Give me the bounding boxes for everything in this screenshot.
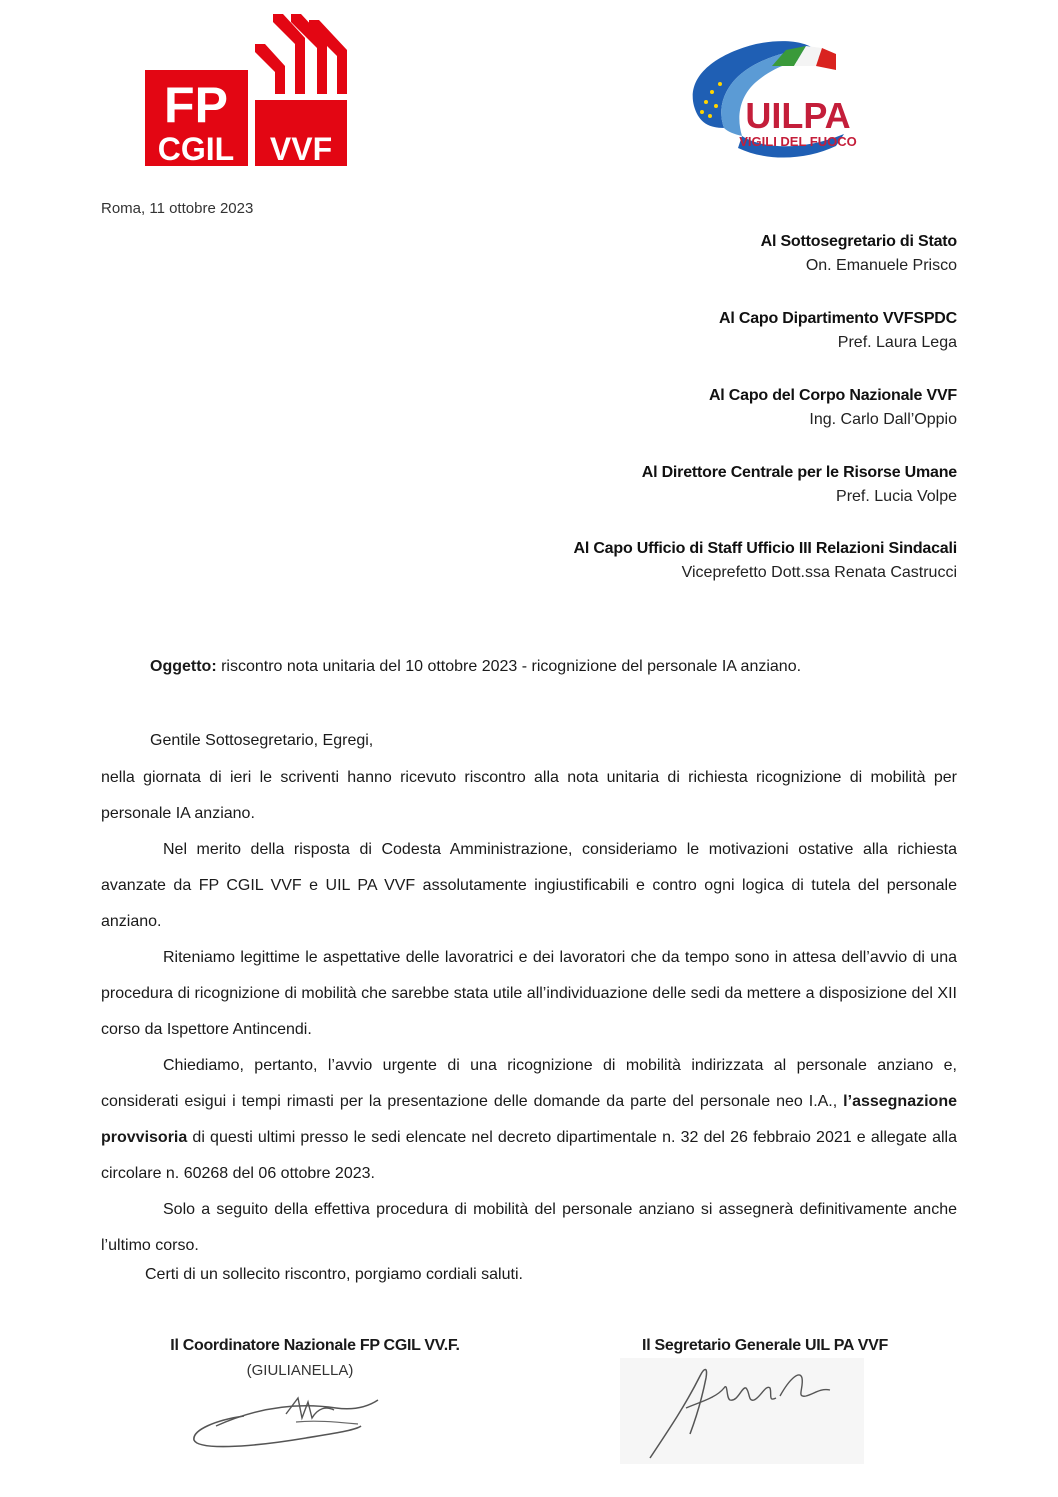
addressee-3 [709,384,957,432]
body-paragraph-5: Solo a seguito della effettiva procedura di mobilità del personale anziano si assegnerà definitivamente anche l’ultimo corso. [101,1201,957,1254]
paragraph-4-part-1: Chiediamo, pertanto, l’avvio urgente di una ricognizione di mobilità indirizzata al personale anziano e, considerati esigui i tempi rimasti per la presentazione delle domande da parte del personale neo I.A., [101,1057,957,1110]
signature-1-name: (GIULIANELLA) [246,1362,354,1379]
addressee-role: Al Sottosegretario di Stato [760,233,957,250]
addressee-role: Al Capo del Corpo Nazionale VVF [708,387,957,404]
addressee-5 [573,537,957,585]
body-paragraph-1: nella giornata di ieri le scriventi hanno ricevuto riscontro alla nota unitaria di richiesta ricognizione di mobilità per personale IA anziano. [101,769,957,822]
addressee-name: Pref. Lucia Volpe [836,488,957,505]
addressee-name: Ing. Carlo Dall’Oppio [809,411,957,428]
body-paragraph-4 [101,1048,957,1192]
body-paragraph-3: Riteniamo legittime le aspettative delle lavoratrici e dei lavoratori che da tempo sono in attesa dell’avvio di una procedura di ricognizione di mobilità che sarebbe stata utile all’individuazione delle sedi da mettere a disposizione del XII corso da Ispettore Antincendi. [101,949,957,1038]
subject-label: Oggetto: [150,658,217,675]
handwritten-signature-1 [186,1378,386,1453]
signature-2-title: Il Segretario Generale UIL PA VVF [642,1337,888,1354]
addressee-name: Viceprefetto Dott.ssa Renata Castrucci [681,564,957,581]
paragraph-4-part-2: di questi ultimi presso le sedi elencate nel decreto dipartimentale n. 32 del 26 febbraio 2021 e allegate alla circolare n. 60268 del 06 ottobre 2023. [101,1129,957,1182]
body-paragraph-2: Nel merito della risposta di Codesta Amministrazione, consideriamo le motivazioni ostative alla richiesta avanzate da FP CGIL VVF e UIL PA VVF assolutamente ingiustificabili e contro ogni logica di tutela del personale anziano. [101,841,957,930]
signature-1-title: Il Coordinatore Nazionale FP CGIL VV.F. [170,1337,460,1354]
handwritten-signature-2 [620,1358,864,1464]
logo-uilpa-text: UILPA [745,95,851,136]
fp-cgil-vvf-logo [145,14,347,166]
subject-text: riscontro nota unitaria del 10 ottobre 2023 - ricognizione del personale IA anziano. [216,658,802,675]
addressee-role: Al Capo Ufficio di Staff Ufficio III Relazioni Sindacali [573,540,957,557]
letter-subject [150,658,801,676]
addressee-name: On. Emanuele Prisco [805,257,957,274]
addressee-role: Al Capo Dipartimento VVFSPDC [719,310,957,327]
logo-cgil-text: CGIL [157,131,235,166]
uilpa-vigili-del-fuoco-logo [676,36,872,166]
letter-closing: Certi di un sollecito riscontro, porgiamo cordiali saluti. [145,1266,523,1283]
addressee-name: Pref. Laura Lega [837,334,957,351]
addressee-4 [642,461,957,509]
addressee-1 [761,230,957,278]
logo-uilpa-subtitle: VIGILI DEL FUOCO [739,134,857,149]
logo-fp-text: FP [164,77,228,133]
letter-date: Roma, 11 ottobre 2023 [101,200,254,217]
logo-vvf-text: VVF [269,131,333,166]
addressee-2 [719,307,957,355]
addressee-role: Al Direttore Centrale per le Risorse Umane [641,464,957,481]
letter-greeting: Gentile Sottosegretario, Egregi, [150,732,374,749]
paragraph-4-emphasis: l’assegnazione provvisoria [101,1093,957,1146]
letter-body [101,760,957,1264]
